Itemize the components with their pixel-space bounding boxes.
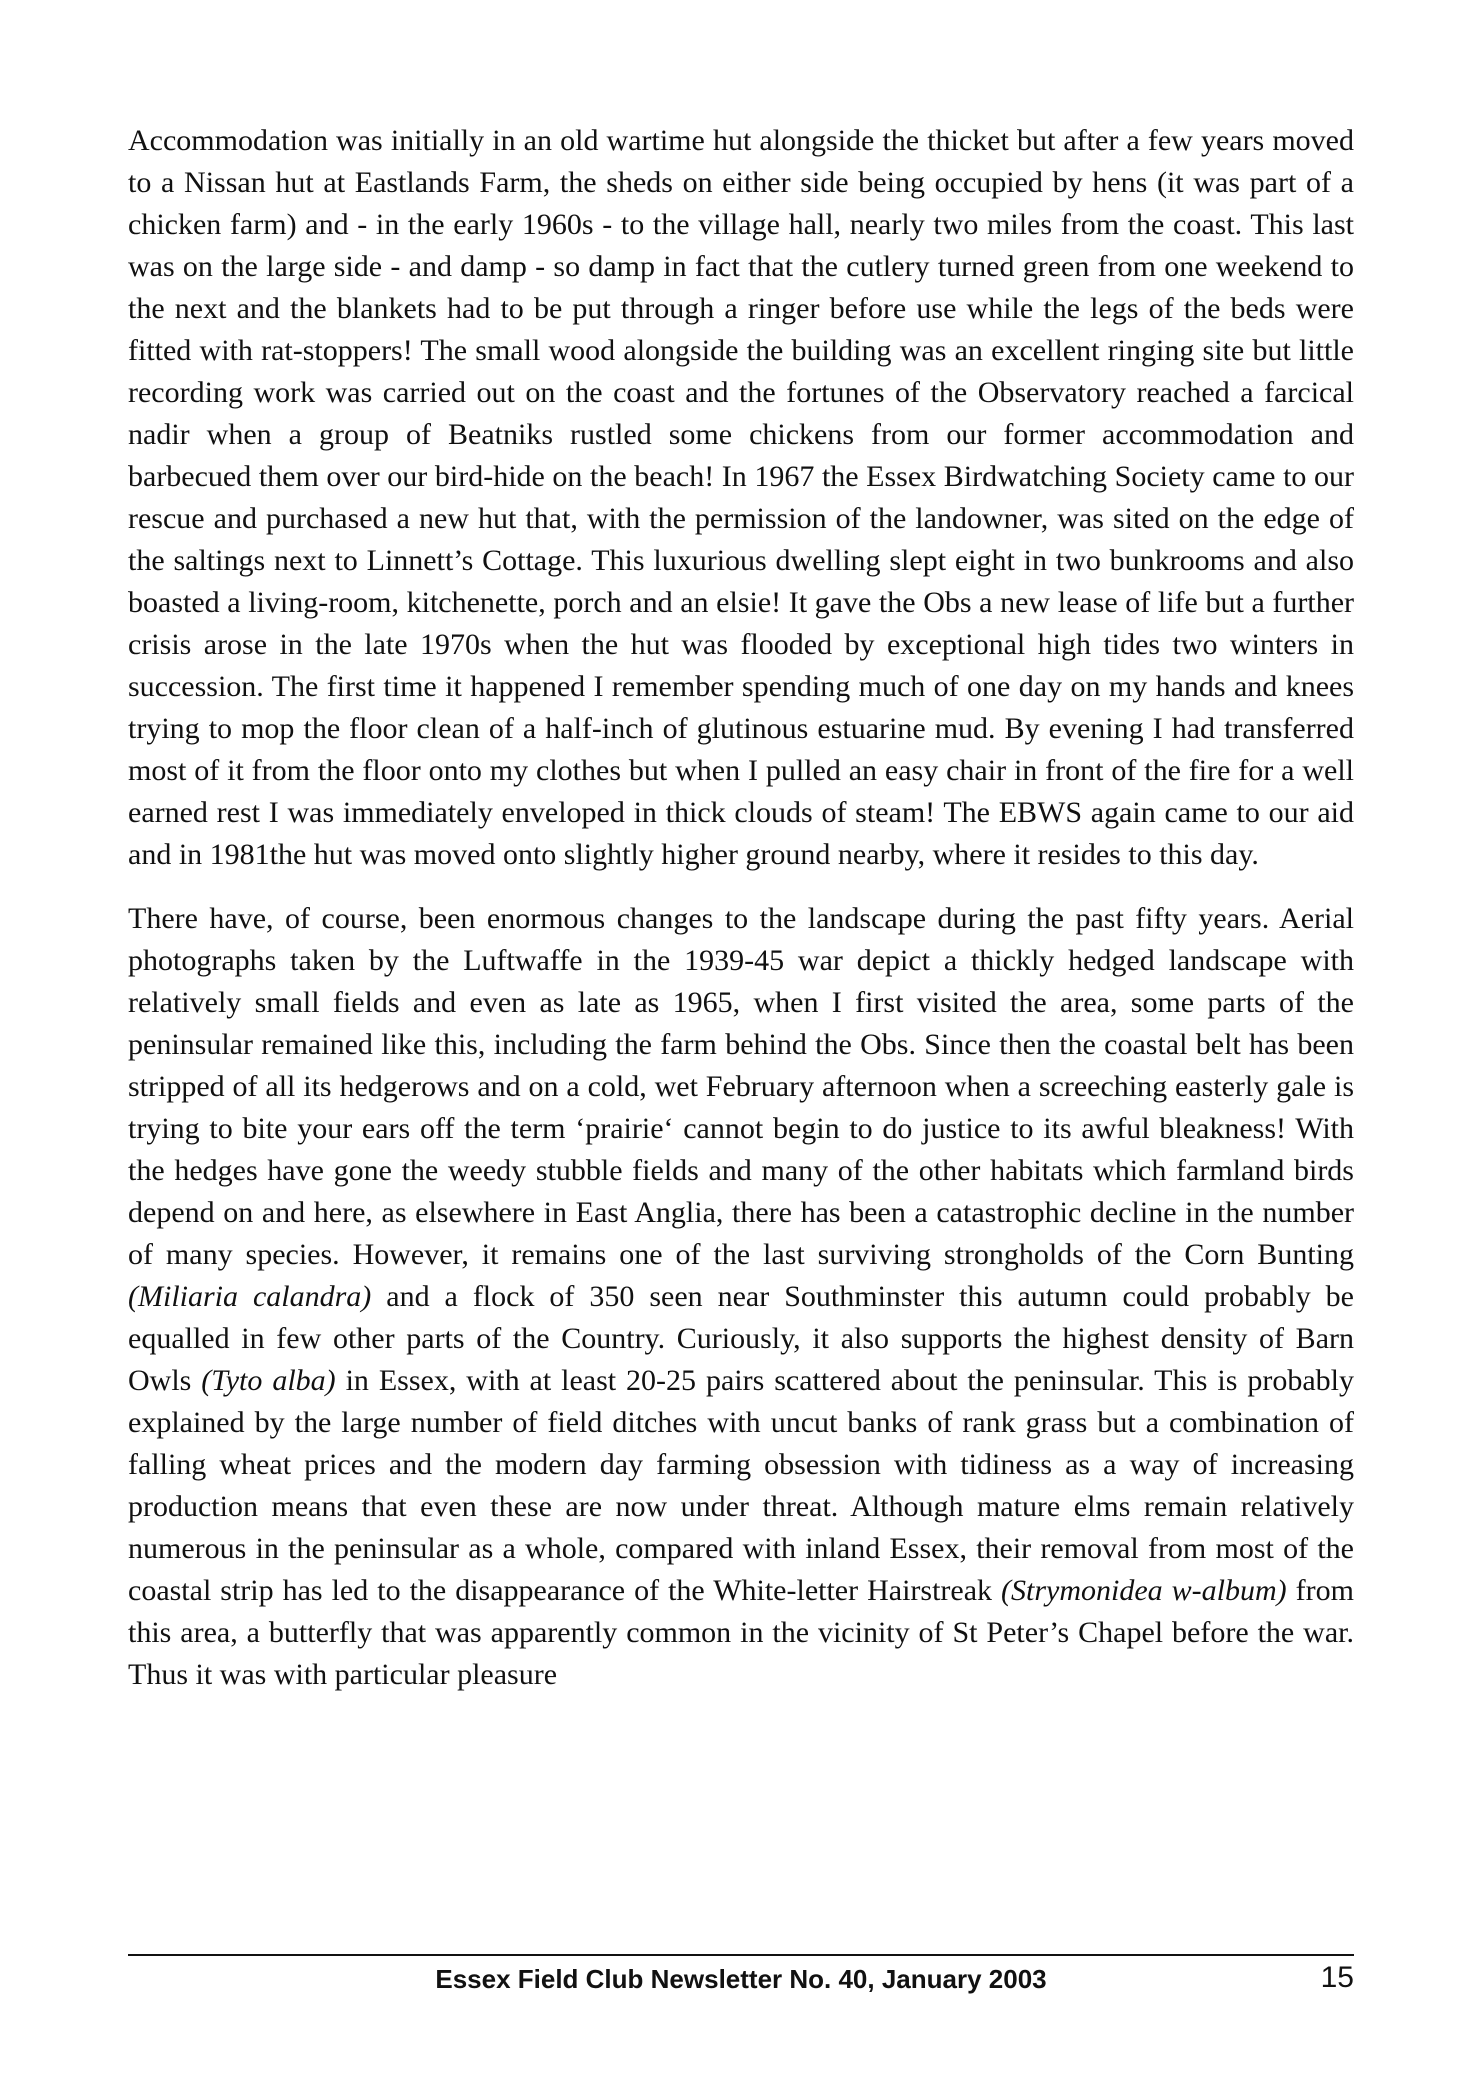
footer-publication-title: Essex Field Club Newsletter No. 40, January 2003 (435, 1964, 1047, 1994)
text-run: from this area, a butterfly that was apparently common in the vicinity of St Peter’s Chapel before the war. Thus it was with particular pleasure (128, 1574, 1354, 1691)
page-number: 15 (1320, 1961, 1354, 1994)
species-name: (Miliaria calandra) (128, 1280, 372, 1313)
footer-divider (128, 1954, 1354, 1956)
species-name: (Strymonidea w-album) (1001, 1574, 1287, 1607)
species-name: (Tyto alba) (201, 1364, 336, 1397)
text-run: There have, of course, been enormous changes to the landscape during the past fifty years. Aerial photographs taken by the Luftwaffe in the 1939-45 war depict a thickly hedged landscape with relatively small fields and even as late as 1965, when I first visited the area, some parts of the peninsular remained like this, including the farm behind the Obs. Since then the coastal belt has been stripped of all its hedgerows and on a cold, wet February afternoon when a screeching easterly gale is trying to bite your ears off the term ‘prairie‘ cannot begin to do justice to its awful bleakness! With the hedges have gone the weedy stubble fields and many of the other habitats which farmland birds depend on and here, as elsewhere in East Anglia, there has been a catastrophic decline in the number of many species. However, it remains one of the last surviving strongholds of the Corn Bunting (128, 902, 1354, 1271)
text-run: and a flock of 350 seen near Southminster this autumn could probably be equalled in few other parts of the Country. Curiously, it also supports the highest density of Barn Owls (128, 1280, 1354, 1397)
text-run: Accommodation was initially in an old wartime hut alongside the thicket but after a few years moved to a Nissan hut at Eastlands Farm, the sheds on either side being occupied by hens (it was part of a chicken farm) and - in the early 1960s - to the village hall, nearly two miles from the coast. This last was on the large side - and damp - so damp in fact that the cutlery turned green from one weekend to the next and the blankets had to be put through a ringer before use while the legs of the beds were fitted with rat-stoppers! The small wood alongside the building was an excellent ringing site but little recording work was carried out on the coast and the fortunes of the Observatory reached a farcical nadir when a group of Beatniks rustled some chickens from our former accommodation and barbecued them over our bird-hide on the beach! In 1967 the Essex Birdwatching Society came to our rescue and purchased a new hut that, with the permission of the landowner, was sited on the edge of the saltings next to Linnett’s Cottage. This luxurious dwelling slept eight in two bunkrooms and also boasted a living-room, kitchenette, porch and an elsie! It gave the Obs a new lease of life but a further crisis arose in the late 1970s when the hut was flooded by exceptional high tides two winters in succession. The first time it happened I remember spending much of one day on my hands and knees trying to mop the floor clean of a half-inch of glutinous estuarine mud. By evening I had transferred most of it from the floor onto my clothes but when I pulled an easy chair in front of the fire for a well earned rest I was immediately enveloped in thick clouds of steam! The EBWS again came to our aid and in 1981the hut was moved onto slightly higher ground nearby, where it resides to this day. (128, 124, 1354, 871)
paragraph-2 (128, 898, 1354, 1696)
text-run: in Essex, with at least 20-25 pairs scattered about the peninsular. This is probably explained by the large number of field ditches with uncut banks of rank grass but a combination of falling wheat prices and the modern day farming obsession with tidiness as a way of increasing production means that even these are now under threat. Although mature elms remain relatively numerous in the peninsular as a whole, compared with inland Essex, their removal from most of the coastal strip has led to the disappearance of the White-letter Hairstreak (128, 1364, 1354, 1607)
article-body (128, 120, 1354, 1696)
paragraph-1 (128, 120, 1354, 876)
